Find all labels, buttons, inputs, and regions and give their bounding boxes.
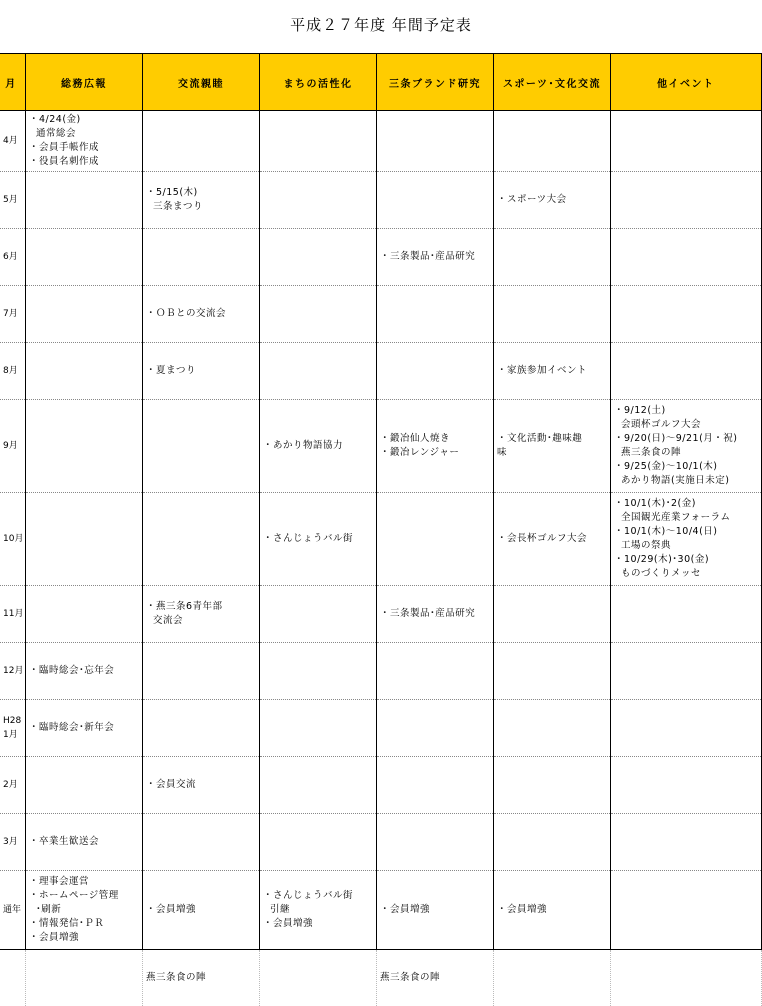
schedule-cell (143, 172, 260, 229)
table-row (0, 493, 762, 586)
schedule-cell (260, 286, 377, 343)
schedule-cell (377, 172, 494, 229)
cell-line: ・家族参加イベント (497, 365, 588, 376)
cell-line: ・ＯＢとの交流会 (146, 308, 227, 319)
cell-line: 全国観光産業フォーラム (614, 512, 731, 523)
cell-line: ・情報発信･ＰＲ (29, 918, 105, 929)
schedule-cell (611, 493, 762, 586)
schedule-cell (494, 286, 611, 343)
cell-line: ・会員手帳作成 (29, 142, 100, 153)
month-label: 12月 (3, 666, 24, 676)
header-events: 他イベント (611, 54, 762, 111)
cell-line: 燕三条食の陣 (614, 447, 682, 458)
cell-line: ・夏まつり (146, 365, 197, 376)
table-row (0, 814, 762, 871)
schedule-cell (26, 111, 143, 172)
schedule-cell (611, 814, 762, 871)
schedule-cell (611, 400, 762, 493)
schedule-cell (26, 400, 143, 493)
schedule-cell (260, 950, 377, 1006)
cell-line: ・鍛冶レンジャー (380, 447, 460, 458)
cell-line: ・会長杯ゴルフ大会 (497, 533, 588, 544)
schedule-cell (611, 343, 762, 400)
month-cell (0, 111, 26, 172)
schedule-cell (494, 643, 611, 700)
cell-line: ・役員名刺作成 (29, 156, 100, 167)
month-cell (0, 586, 26, 643)
cell-line: ・さんじょうバル街 (263, 890, 354, 901)
schedule-cell (611, 111, 762, 172)
schedule-cell (260, 814, 377, 871)
schedule-cell (143, 286, 260, 343)
schedule-cell (494, 400, 611, 493)
schedule-cell (494, 343, 611, 400)
cell-line: ･刷新 (29, 904, 62, 915)
schedule-cell (143, 950, 260, 1006)
page-title: 平成２７年度 年間予定表 (290, 16, 472, 34)
schedule-cell (611, 871, 762, 950)
cell-line: ・会員増強 (497, 904, 548, 915)
month-cell (0, 172, 26, 229)
month-label: 10月 (3, 534, 24, 544)
cell-line: ・臨時総会･新年会 (29, 722, 115, 733)
schedule-cell (377, 814, 494, 871)
schedule-cell (494, 229, 611, 286)
schedule-cell (260, 400, 377, 493)
cell-line: 三条まつり (146, 201, 204, 212)
table-row (0, 343, 762, 400)
schedule-cell (377, 286, 494, 343)
cell-line: ・臨時総会･忘年会 (29, 665, 115, 676)
schedule-cell (494, 111, 611, 172)
cell-line: ・10/29(木)･30(金) (614, 554, 710, 565)
month-cell (0, 343, 26, 400)
table-row (0, 643, 762, 700)
schedule-cell (143, 643, 260, 700)
cell-line: 通常総会 (29, 128, 77, 139)
schedule-cell (26, 814, 143, 871)
schedule-cell (260, 871, 377, 950)
schedule-cell (611, 286, 762, 343)
cell-line: ・理事会運営 (29, 876, 90, 887)
header-kouryu: 交流親睦 (143, 54, 260, 111)
table-row (0, 111, 762, 172)
schedule-cell (494, 586, 611, 643)
header-machi: まちの活性化 (260, 54, 377, 111)
month-label: 5月 (3, 195, 18, 205)
schedule-cell (377, 586, 494, 643)
month-label: 4月 (3, 136, 18, 146)
header-month: 月 (0, 54, 26, 111)
table-row (0, 400, 762, 493)
schedule-cell (611, 700, 762, 757)
schedule-cell (494, 757, 611, 814)
cell-line: ・さんじょうバル街 (263, 533, 354, 544)
table-row (0, 286, 762, 343)
month-cell (0, 700, 26, 757)
cell-line: ・燕三条6青年部 (146, 601, 223, 612)
schedule-table (0, 53, 762, 1006)
schedule-cell (26, 643, 143, 700)
schedule-cell (377, 643, 494, 700)
schedule-cell (143, 586, 260, 643)
schedule-cell (611, 757, 762, 814)
schedule-cell (260, 586, 377, 643)
cell-line: 会頭杯ゴルフ大会 (614, 419, 702, 430)
month-label: 3月 (3, 837, 18, 847)
schedule-cell (143, 111, 260, 172)
schedule-cell (143, 400, 260, 493)
schedule-cell (611, 172, 762, 229)
month-cell (0, 493, 26, 586)
schedule-cell (26, 229, 143, 286)
cell-line: ・あかり物語協力 (263, 440, 344, 451)
cell-line: ・三条製品･産品研究 (380, 608, 476, 619)
cell-line: ・9/25(金)～10/1(木) (614, 461, 718, 472)
cell-line: 燕三条食の陣 (146, 971, 207, 983)
month-cell (0, 400, 26, 493)
table-row (0, 700, 762, 757)
schedule-cell (260, 757, 377, 814)
schedule-cell (494, 814, 611, 871)
table-row (0, 950, 762, 1006)
month-label: 11月 (3, 609, 24, 619)
schedule-cell (611, 586, 762, 643)
cell-line: 引継 (263, 904, 291, 915)
schedule-cell (377, 493, 494, 586)
schedule-cell (611, 950, 762, 1006)
month-label: 9月 (3, 441, 18, 451)
cell-line: ・9/12(土) (614, 405, 666, 416)
schedule-cell (260, 111, 377, 172)
schedule-cell (26, 493, 143, 586)
schedule-body (0, 111, 762, 1006)
cell-line: ・三条製品･産品研究 (380, 251, 476, 262)
month-label: 1月 (3, 730, 18, 740)
month-cell (0, 643, 26, 700)
schedule-cell (26, 343, 143, 400)
schedule-cell (494, 700, 611, 757)
schedule-cell (377, 757, 494, 814)
month-cell (0, 871, 26, 950)
cell-line: ・会員増強 (263, 918, 314, 929)
cell-line: ・10/1(木)･2(金) (614, 498, 696, 509)
cell-line: 味 (497, 447, 508, 458)
month-cell (0, 950, 26, 1006)
schedule-cell (143, 814, 260, 871)
schedule-cell (143, 493, 260, 586)
schedule-cell (377, 343, 494, 400)
cell-line: ・鍛冶仙人焼き (380, 433, 451, 444)
cell-line: ・5/15(木) (146, 187, 198, 198)
month-label: 7月 (3, 309, 18, 319)
schedule-cell (377, 950, 494, 1006)
cell-line: 交流会 (146, 615, 184, 626)
table-row (0, 871, 762, 950)
schedule-cell (611, 229, 762, 286)
schedule-cell (377, 229, 494, 286)
schedule-cell (377, 871, 494, 950)
cell-line: 工場の祭典 (614, 540, 672, 551)
schedule-cell (143, 871, 260, 950)
month-label: 通年 (3, 905, 22, 915)
schedule-cell (494, 493, 611, 586)
cell-line: ・4/24(金) (29, 114, 81, 125)
month-cell (0, 757, 26, 814)
table-row (0, 229, 762, 286)
month-cell (0, 286, 26, 343)
cell-line: ・ホームページ管理 (29, 890, 119, 901)
schedule-cell (143, 757, 260, 814)
cell-line: ・文化活動･趣味趣 (497, 433, 583, 444)
month-cell (0, 814, 26, 871)
cell-line: ・会員交流 (146, 779, 197, 790)
schedule-cell (143, 700, 260, 757)
schedule-cell (260, 493, 377, 586)
schedule-cell (26, 586, 143, 643)
schedule-cell (143, 229, 260, 286)
schedule-cell (260, 172, 377, 229)
month-label: H28 (3, 716, 22, 726)
cell-line: ・スポーツ大会 (497, 194, 567, 205)
schedule-cell (26, 700, 143, 757)
header-soumu: 総務広報 (26, 54, 143, 111)
schedule-cell (377, 111, 494, 172)
cell-line: ものづくりメッセ (614, 568, 702, 579)
month-label: 2月 (3, 780, 18, 790)
header-sports: スポーツ･文化交流 (494, 54, 611, 111)
cell-line: 燕三条食の陣 (380, 971, 441, 983)
month-label: 6月 (3, 252, 18, 262)
schedule-cell (494, 172, 611, 229)
schedule-cell (26, 871, 143, 950)
header-brand: 三条ブランド研究 (377, 54, 494, 111)
cell-line: ・卒業生歓送会 (29, 836, 100, 847)
schedule-cell (26, 757, 143, 814)
schedule-cell (143, 343, 260, 400)
cell-line: ・9/20(日)～9/21(月・祝) (614, 433, 738, 444)
cell-line: ・10/1(木)～10/4(日) (614, 526, 718, 537)
schedule-cell (494, 871, 611, 950)
table-row (0, 586, 762, 643)
cell-line: ・会員増強 (146, 904, 197, 915)
cell-line: あかり物語(実施日未定) (614, 475, 730, 486)
schedule-cell (260, 700, 377, 757)
schedule-cell (260, 643, 377, 700)
schedule-cell (260, 343, 377, 400)
month-cell (0, 229, 26, 286)
cell-line: ・会員増強 (380, 904, 431, 915)
schedule-cell (26, 286, 143, 343)
header-row (0, 54, 762, 111)
schedule-cell (377, 400, 494, 493)
table-row (0, 757, 762, 814)
schedule-cell (494, 950, 611, 1006)
schedule-cell (26, 950, 143, 1006)
month-label: 8月 (3, 366, 18, 376)
schedule-cell (26, 172, 143, 229)
schedule-cell (611, 643, 762, 700)
table-row (0, 172, 762, 229)
cell-line: ・会員増強 (29, 932, 80, 943)
schedule-cell (377, 700, 494, 757)
schedule-cell (260, 229, 377, 286)
